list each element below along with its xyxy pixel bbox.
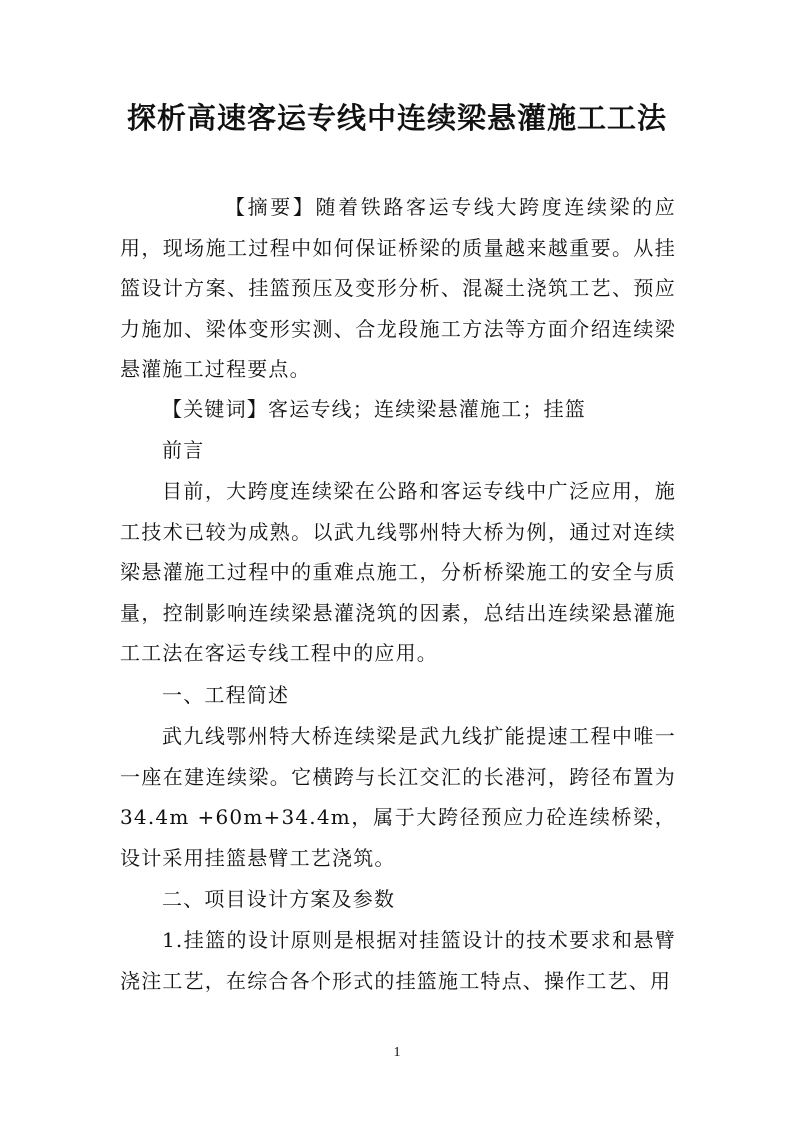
- intro-paragraph: 目前，大跨度连续梁在公路和客运专线中广泛应用，施工技术已较为成熟。以武九线鄂州特大桥为例，通过对连续梁悬灌施工过程中的重难点施工，分析桥梁施工的安全与质量，控制影响连续梁悬灌浇筑的因素，总结出连续梁悬灌施工工法在客运专线工程中的应用。: [120, 479, 676, 665]
- page-number: 1: [393, 1045, 401, 1060]
- document-title: 探析高速客运专线中连续梁悬灌施工工法: [126, 101, 667, 135]
- intro-heading: 前言: [162, 438, 205, 462]
- section2-item1-paragraph: 1.挂篮的设计原则是根据对挂篮设计的技术要求和悬臂浇注工艺，在综合各个形式的挂篮施工特点、操作工艺、用: [120, 928, 676, 993]
- keywords-paragraph: 【关键词】客运专线；连续梁悬灌施工；挂篮: [162, 397, 586, 421]
- section1-paragraph: 武九线鄂州特大桥连续梁是武九线扩能提速工程中唯一一座在建连续梁。它横跨与长江交汇的长港河，跨径布置为34.4m +60m+34.4m，属于大跨径预应力砼连续桥梁，设计采用挂篮悬臂工艺浇筑。: [120, 724, 676, 870]
- section1-heading: 一、工程简述: [162, 683, 290, 707]
- section2-heading: 二、项目设计方案及参数: [162, 887, 396, 911]
- abstract-paragraph: 【摘要】随着铁路客运专线大跨度连续梁的应用，现场施工过程中如何保证桥梁的质量越来越重要。从挂篮设计方案、挂篮预压及变形分析、混凝土浇筑工艺、预应力施加、梁体变形实测、合龙段施工方法等方面介绍连续梁悬灌施工过程要点。: [120, 195, 676, 381]
